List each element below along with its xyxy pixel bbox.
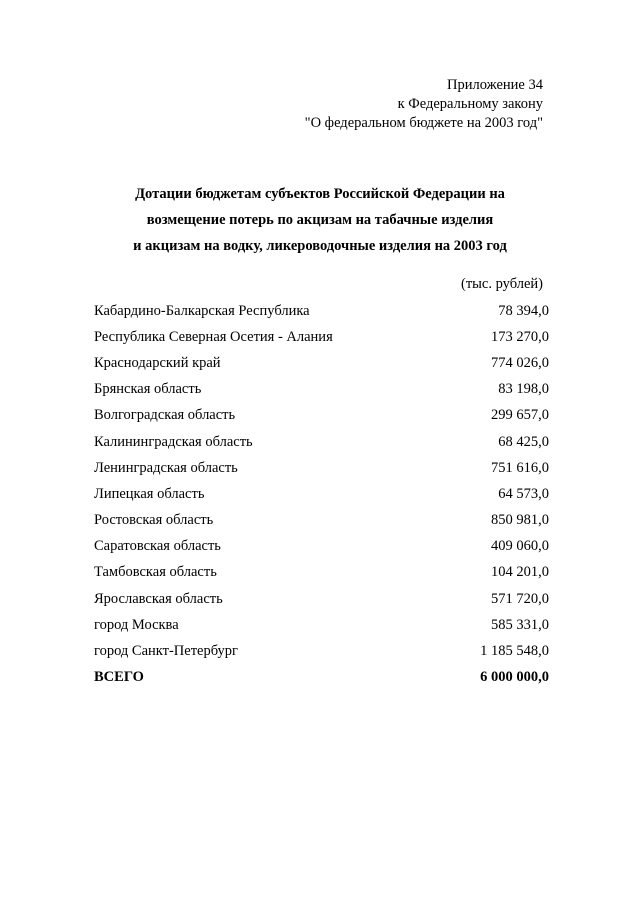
table-row (94, 377, 549, 403)
table-row (94, 298, 549, 324)
table-row (94, 586, 549, 612)
region-amount: 585 331,0 (491, 616, 549, 633)
document-title (0, 181, 640, 259)
region-amount: 68 425,0 (498, 433, 549, 450)
table-row (94, 612, 549, 638)
region-name: Саратовская область (94, 538, 221, 555)
table-row (94, 429, 549, 455)
region-amount: 173 270,0 (491, 328, 549, 345)
table-row (94, 534, 549, 560)
title-line-2: возмещение потерь по акцизам на табачные изделия (146, 212, 494, 228)
appendix-header (305, 76, 543, 133)
table-row (94, 455, 549, 481)
region-name: Республика Северная Осетия - Алания (94, 328, 333, 345)
region-name: Брянская область (94, 381, 202, 398)
table-row (94, 560, 549, 586)
region-name: Калининградская область (94, 433, 253, 450)
region-amount: 64 573,0 (498, 485, 549, 502)
region-name: Тамбовская область (94, 564, 217, 581)
title-line-1: Дотации бюджетам субъектов Российской Федерации на (135, 186, 505, 202)
region-name: Краснодарский край (94, 354, 221, 371)
table-row (94, 508, 549, 534)
units-label: (тыс. рублей) (461, 276, 543, 292)
table-row (94, 350, 549, 376)
region-name: Ростовская область (94, 512, 214, 529)
region-name: Кабардино-Балкарская Республика (94, 302, 310, 319)
region-amount: 104 201,0 (491, 564, 549, 581)
region-amount: 571 720,0 (491, 590, 549, 607)
table-row (94, 324, 549, 350)
region-name: город Москва (94, 616, 179, 633)
region-amount: 78 394,0 (498, 302, 549, 319)
region-name: город Санкт-Петербург (94, 643, 239, 660)
title-line-3: и акцизам на водку, ликероводочные изделия на 2003 год (133, 238, 507, 254)
region-amount: 774 026,0 (491, 354, 549, 371)
appendix-number: Приложение 34 (447, 77, 543, 93)
appendix-law-ref: к Федеральному закону (397, 96, 543, 112)
table-row (94, 481, 549, 507)
subsidy-table (94, 298, 549, 691)
total-row (94, 665, 549, 691)
total-amount: 6 000 000,0 (480, 669, 549, 686)
total-label: ВСЕГО (94, 669, 144, 686)
region-name: Ленинградская область (94, 459, 238, 476)
region-amount: 850 981,0 (491, 512, 549, 529)
appendix-law-title: "О федеральном бюджете на 2003 год" (304, 115, 543, 131)
region-amount: 751 616,0 (491, 459, 549, 476)
region-name: Волгоградская область (94, 407, 236, 424)
region-amount: 299 657,0 (491, 407, 549, 424)
region-name: Липецкая область (94, 485, 205, 502)
region-amount: 409 060,0 (491, 538, 549, 555)
region-name: Ярославская область (94, 590, 223, 607)
table-row (94, 638, 549, 664)
region-amount: 1 185 548,0 (480, 643, 549, 660)
table-row (94, 403, 549, 429)
region-amount: 83 198,0 (498, 381, 549, 398)
